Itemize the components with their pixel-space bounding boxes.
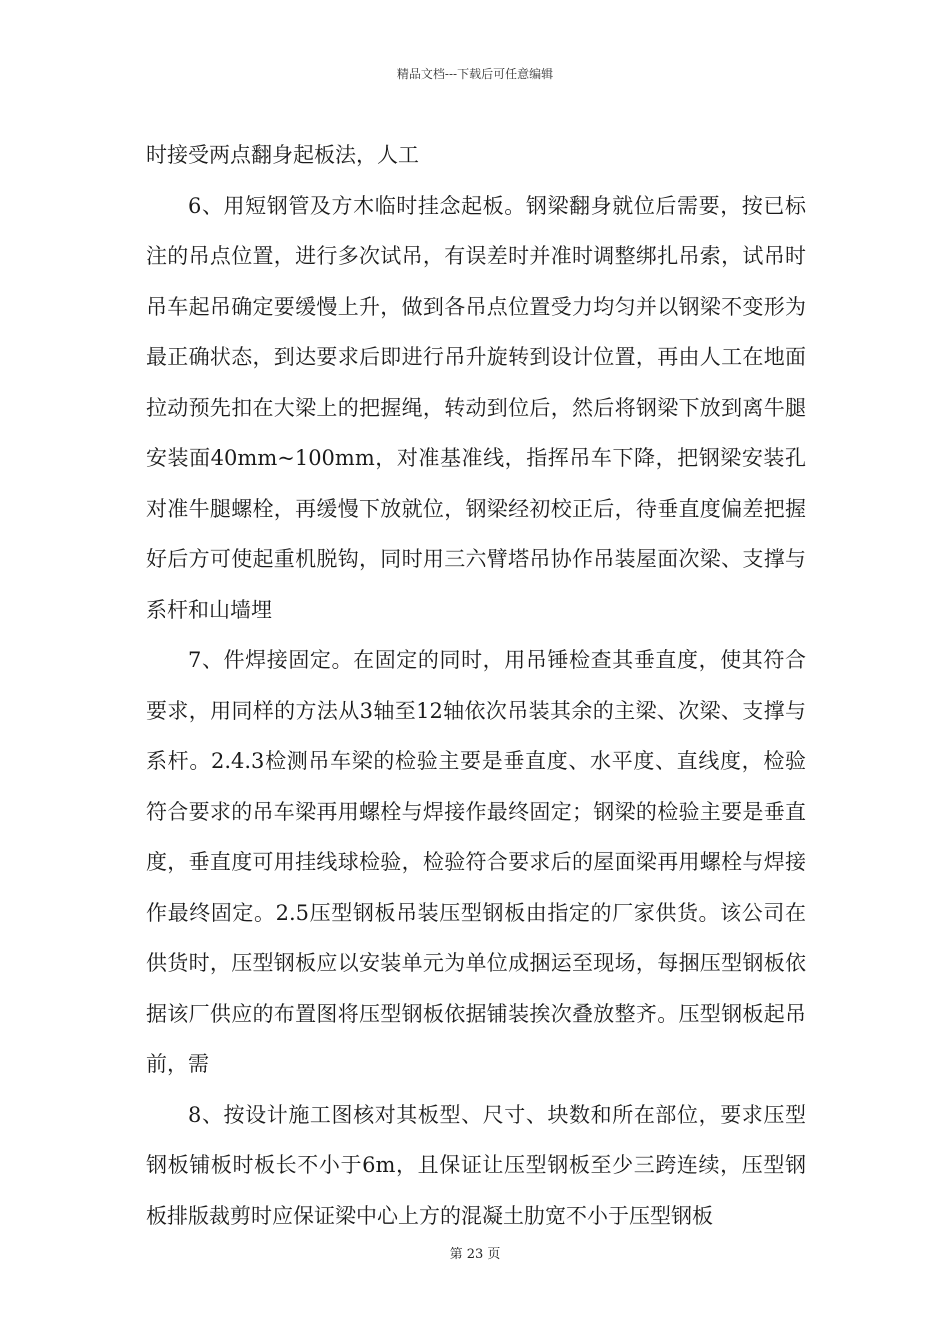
paragraph-item-8: 8、按设计施工图核对其板型、尺寸、块数和所在部位，要求压型钢板铺板时板长不小于6m，且保证让压型钢板至少三跨连续，压型钢板排版裁剪时应保证梁中心上方的混凝土肋宽不小于压型钢板 bbox=[146, 1102, 806, 1228]
paragraph-continuation: 时接受两点翻身起板法，人工 bbox=[146, 143, 419, 167]
page-number: 第 23 页 bbox=[449, 1247, 501, 1262]
page-header: 精品文档---下载后可任意编辑 bbox=[396, 67, 554, 81]
paragraph-item-7: 7、件焊接固定。在固定的同时，用吊锤检查其垂直度，使其符合要求，用同样的方法从3轴至12轴依次吊装其余的主梁、次梁、支撑与系杆。2.4.3检测吊车梁的检验主要是垂直度、水平度、直线度，检验符合要求的吊车梁再用螺栓与焊接作最终固定；钢梁的检验主要是垂直度，垂直度可用挂线球检验，检验符合要求后的屋面梁再用螺栓与焊接作最终固定。2.5压型钢板吊装压型钢板由指定的厂家供货。该公司在供货时，压型钢板应以安装单元为单位成捆运至现场，每捆压型钢板依据该厂供应的布置图将压型钢板依据铺装挨次叠放整齐。压型钢板起吊前，需 bbox=[146, 648, 806, 1076]
document-body bbox=[146, 130, 806, 1241]
paragraph-item-6: 6、用短钢管及方木临时挂念起板。钢梁翻身就位后需要，按已标注的吊点位置，进行多次试吊，有误差时并准时调整绑扎吊索，试吊时吊车起吊确定要缓慢上升，做到各吊点位置受力均匀并以钢梁不变形为最正确状态，到达要求后即进行吊升旋转到设计位置，再由人工在地面拉动预先扣在大梁上的把握绳，转动到位后，然后将钢梁下放到离牛腿安装面40mm~100mm，对准基准线，指挥吊车下降，把钢梁安装孔对准牛腿螺栓，再缓慢下放就位，钢梁经初校正后，待垂直度偏差把握好后方可使起重机脱钩，同时用三六臂塔吊协作吊装屋面次梁、支撑与系杆和山墙埋 bbox=[146, 193, 806, 622]
